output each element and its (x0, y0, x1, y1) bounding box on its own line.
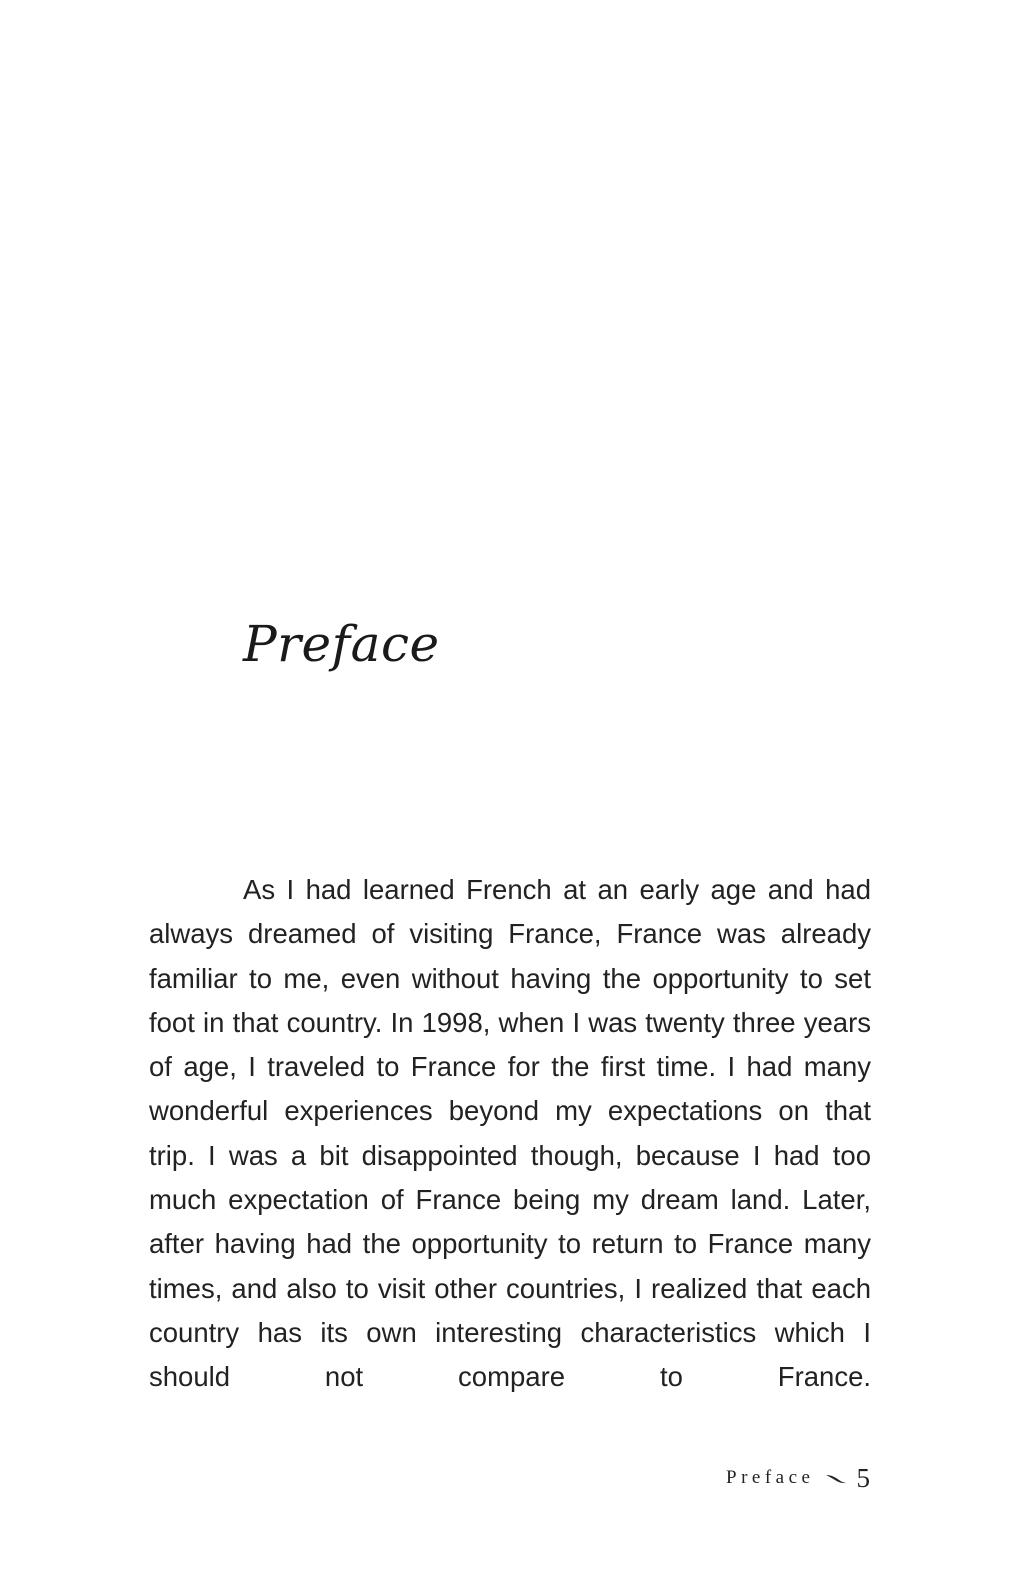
body-paragraph: As I had learned French at an early age and had always dreamed of visiting France, France was already familiar to me, even without having the opportunity to set foot in that country. In 1998, when I was twenty three years of age, I traveled to France for the first time. I had many wonderful experiences beyond my expectations on that trip. I was a bit disappointed though, because I had too much expectation of France being my dream land. Later, after having had the opportunity to return to France many times, and also to visit other countries, I realized that each country has its own interesting characteristics which I should not compare to France. (149, 874, 871, 1393)
swoosh-icon (825, 1471, 847, 1485)
running-head: Preface (726, 1467, 815, 1488)
chapter-title: Preface (243, 615, 440, 673)
page-number: 5 (856, 1462, 870, 1493)
page-footer (726, 1458, 870, 1498)
